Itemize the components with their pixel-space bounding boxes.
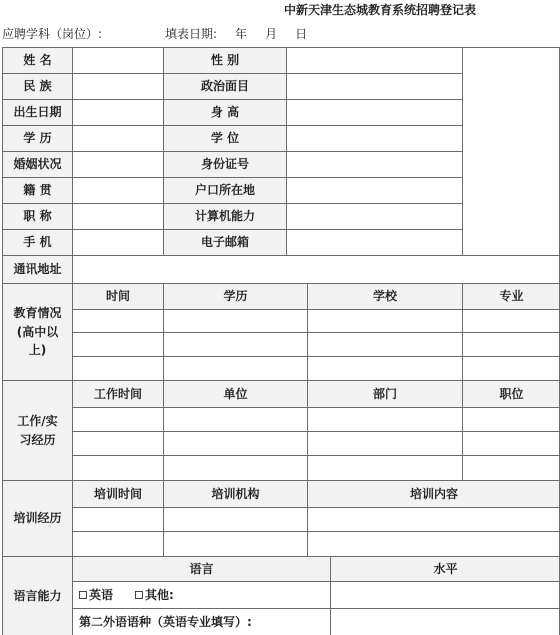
photo-box[interactable] — [462, 47, 560, 255]
work-label-line2: 习经历 — [19, 432, 56, 447]
training-col-org: 培训机构 — [163, 480, 307, 507]
edu-row2-major[interactable] — [462, 332, 560, 356]
edu-col-time: 时间 — [72, 283, 163, 309]
edu-row2-degree[interactable] — [163, 332, 307, 356]
second-foreign-language-row[interactable] — [72, 608, 330, 635]
degree-input[interactable] — [286, 125, 462, 151]
education-label: 学 历 — [2, 125, 72, 151]
work-row1-position[interactable] — [462, 407, 560, 431]
training-row2-content[interactable] — [307, 531, 560, 556]
work-col-position: 职位 — [462, 380, 560, 407]
edu-row3-degree[interactable] — [163, 356, 307, 380]
work-row3-position[interactable] — [462, 455, 560, 480]
id-number-label: 身份证号 — [163, 151, 286, 177]
language-section-label: 语言能力 — [2, 556, 72, 635]
birth-date-input[interactable] — [72, 99, 163, 125]
marital-status-input[interactable] — [72, 151, 163, 177]
language-col-level: 水平 — [330, 556, 560, 581]
training-row1-content[interactable] — [307, 507, 560, 531]
second-foreign-level-input[interactable] — [330, 608, 560, 635]
education-input[interactable] — [72, 125, 163, 151]
native-place-input[interactable] — [72, 177, 163, 203]
date-label: 填表日期: — [165, 27, 218, 41]
education-section-label — [2, 283, 72, 380]
training-row1-time[interactable] — [72, 507, 163, 531]
edu-col-school: 学校 — [307, 283, 462, 309]
edu-row2-school[interactable] — [307, 332, 462, 356]
ethnicity-input[interactable] — [72, 73, 163, 99]
second-foreign-language-label: 第二外语语种（英语专业填写）: — [79, 614, 252, 629]
work-label-line1: 工作/实 — [17, 413, 58, 428]
language-options — [72, 581, 330, 608]
english-option-label: 英语 — [89, 587, 114, 602]
edu-row1-time[interactable] — [72, 309, 163, 332]
email-label: 电子邮箱 — [163, 229, 286, 255]
edu-row1-major[interactable] — [462, 309, 560, 332]
computer-skill-input[interactable] — [286, 203, 462, 229]
work-row1-org[interactable] — [163, 407, 307, 431]
work-section-label — [2, 380, 72, 480]
training-row2-org[interactable] — [163, 531, 307, 556]
other-language-checkbox[interactable] — [135, 591, 143, 599]
title-rank-label: 职 称 — [2, 203, 72, 229]
edu-row1-school[interactable] — [307, 309, 462, 332]
work-row1-dept[interactable] — [307, 407, 462, 431]
work-row2-dept[interactable] — [307, 431, 462, 455]
native-place-label: 籍 贯 — [2, 177, 72, 203]
name-input[interactable] — [72, 47, 163, 73]
edu-row1-degree[interactable] — [163, 309, 307, 332]
edu-row3-time[interactable] — [72, 356, 163, 380]
work-row3-time[interactable] — [72, 455, 163, 480]
title-rank-input[interactable] — [72, 203, 163, 229]
english-checkbox[interactable] — [79, 591, 87, 599]
work-row2-org[interactable] — [163, 431, 307, 455]
edu-row2-time[interactable] — [72, 332, 163, 356]
work-col-dept: 部门 — [307, 380, 462, 407]
edu-col-degree: 学历 — [163, 283, 307, 309]
training-col-content: 培训内容 — [307, 480, 560, 507]
training-col-time: 培训时间 — [72, 480, 163, 507]
marital-status-label: 婚姻状况 — [2, 151, 72, 177]
gender-input[interactable] — [286, 47, 462, 73]
email-input[interactable] — [286, 229, 462, 255]
id-number-input[interactable] — [286, 151, 462, 177]
position-label: 应聘学科（岗位）: — [2, 27, 103, 41]
language-level-input[interactable] — [330, 581, 560, 608]
address-input[interactable] — [72, 255, 560, 283]
training-section-label: 培训经历 — [2, 480, 72, 556]
mobile-input[interactable] — [72, 229, 163, 255]
mobile-label: 手 机 — [2, 229, 72, 255]
work-col-time: 工作时间 — [72, 380, 163, 407]
other-option-label: 其他: — [145, 587, 174, 602]
edu-label-line1: 教育情况 — [13, 306, 62, 321]
degree-label: 学 位 — [163, 125, 286, 151]
gender-label: 性 别 — [163, 47, 286, 73]
birth-date-label: 出生日期 — [2, 99, 72, 125]
form-meta — [2, 24, 307, 44]
ethnicity-label: 民 族 — [2, 73, 72, 99]
training-row1-org[interactable] — [163, 507, 307, 531]
form-title: 中新天津生态城教育系统招聘登记表 — [283, 3, 476, 17]
computer-skill-label: 计算机能力 — [163, 203, 286, 229]
work-row1-time[interactable] — [72, 407, 163, 431]
edu-row3-major[interactable] — [462, 356, 560, 380]
work-row2-position[interactable] — [462, 431, 560, 455]
edu-col-major: 专业 — [462, 283, 560, 309]
name-label: 姓 名 — [2, 47, 72, 73]
work-col-org: 单位 — [163, 380, 307, 407]
address-label: 通讯地址 — [2, 255, 72, 283]
political-status-label: 政治面目 — [163, 73, 286, 99]
training-row2-time[interactable] — [72, 531, 163, 556]
month-label: 月 — [265, 27, 278, 41]
language-col-language: 语言 — [72, 556, 330, 581]
hukou-input[interactable] — [286, 177, 462, 203]
work-row3-dept[interactable] — [307, 455, 462, 480]
height-input[interactable] — [286, 99, 462, 125]
political-status-input[interactable] — [286, 73, 462, 99]
edu-label-line2: (高中以 — [16, 324, 59, 339]
edu-label-line3: 上) — [28, 343, 47, 358]
work-row3-org[interactable] — [163, 455, 307, 480]
day-label: 日 — [295, 27, 308, 41]
hukou-label: 户口所在地 — [163, 177, 286, 203]
year-label: 年 — [235, 27, 248, 41]
work-row2-time[interactable] — [72, 431, 163, 455]
edu-row3-school[interactable] — [307, 356, 462, 380]
height-label: 身 高 — [163, 99, 286, 125]
